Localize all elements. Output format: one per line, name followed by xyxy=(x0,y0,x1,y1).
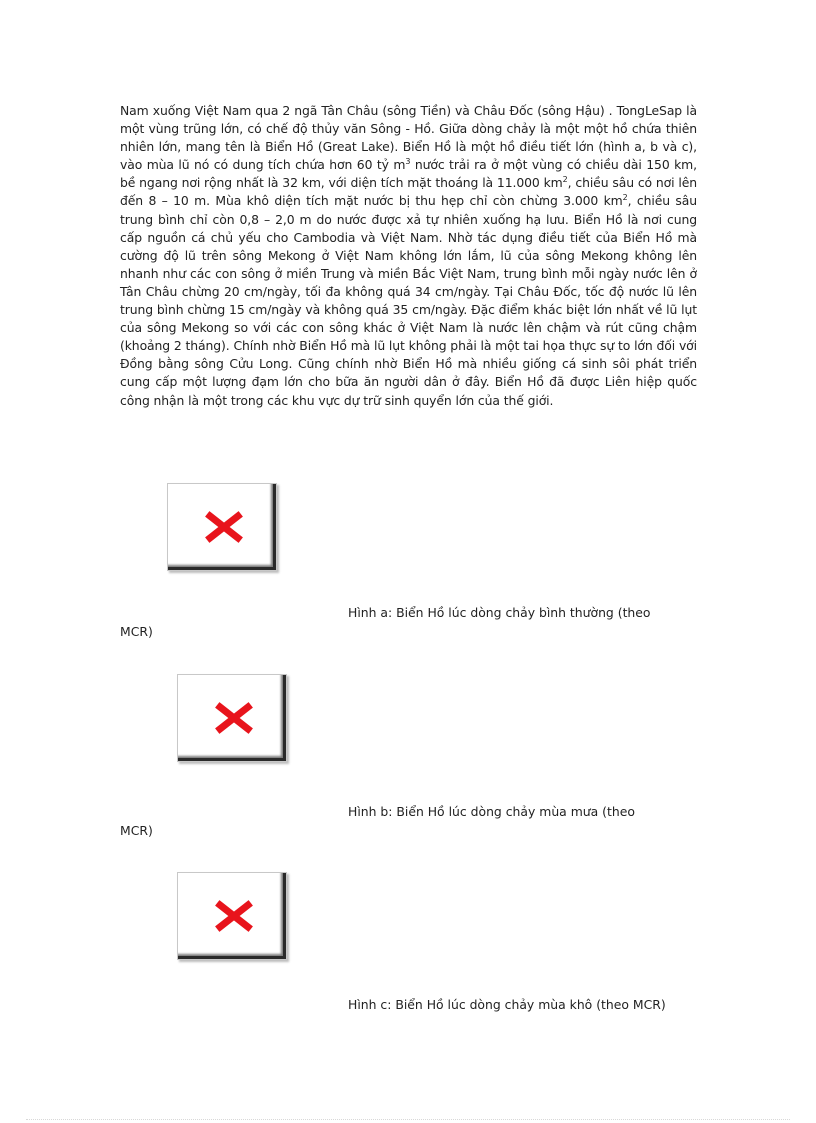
body-paragraph xyxy=(120,102,697,410)
broken-image-icon xyxy=(214,701,254,735)
figure-a-caption-lead: Hình a: Biển Hồ lúc dòng chảy bình thường (theo xyxy=(348,605,651,620)
superscript-square-1: 2 xyxy=(562,175,568,185)
paragraph-text-3: , chiều sâu có nơi lên đến 8 – 10 m. Mùa khô diện tích mặt nước bị thu hẹp chỉ còn chừng 3.000 km xyxy=(120,175,697,209)
figure-a-image xyxy=(167,483,277,571)
figure-c-image xyxy=(177,872,287,960)
paragraph-text-1: Nam xuống Việt Nam qua 2 ngã Tân Châu (sông Tiền) và Châu Đốc (sông Hậu) . TongLeSap là một vùng trũng lớn, có chế độ thủy văn Sông - Hồ. Giữa dòng chảy là một một hồ chứa thiên nhiên lớn, mang tên là Biển Hồ (Great Lake). Biển Hồ là một hồ điều tiết lớn (hình a, b và c), vào mùa lũ nó có dung tích chứa hơn 60 tỷ m xyxy=(120,103,697,173)
figure-b-image xyxy=(177,674,287,762)
figure-c-caption-lead: Hình c: Biển Hồ lúc dòng chảy mùa khô (theo MCR) xyxy=(348,997,666,1012)
page-bottom-divider xyxy=(26,1119,790,1120)
superscript-cubic: 3 xyxy=(405,157,411,167)
figure-b-caption-tail: MCR) xyxy=(120,823,153,838)
figure-b-caption-lead: Hình b: Biển Hồ lúc dòng chảy mùa mưa (theo xyxy=(348,804,635,819)
broken-image-icon xyxy=(214,899,254,933)
paragraph-text-4: , chiều sâu trung bình chỉ còn 0,8 – 2,0 m do nước được xả tự nhiên xuống hạ lưu. Biển Hồ là nơi cung cấp nguồn cá chủ yếu cho Cambodia và Việt Nam. Nhờ tác dụng điều tiết của Biển Hồ mà cường độ lũ trên sông Mekong ở Việt Nam không lớn lắm, lũ của sông Mekong không lên nhanh như các con sông ở miền Trung và miền Bắc Việt Nam, trung bình mỗi ngày nước lên ở Tân Châu chừng 20 cm/ngày, tối đa không quá 34 cm/ngày. Tại Châu Đốc, tốc độ nước lũ lên trung bình chừng 15 cm/ngày và không quá 35 cm/ngày. Đặc điểm khác biệt lớn nhất về lũ lụt của sông Mekong so với các con sông khác ở Việt Nam là nước lên chậm và rút cũng chậm (khoảng 2 tháng). Chính nhờ Biển Hồ mà lũ lụt không phải là một tai họa thực sự to lớn đối với Đồng bằng sông Cửu Long. Cũng chính nhờ Biển Hồ mà nhiều giống cá sinh sôi phát triển cung cấp một lượng đạm lớn cho bữa ăn người dân ở đây. Biển Hồ đã được Liên hiệp quốc công nhận là một trong các khu vực dự trữ sinh quyển lớn của thế giới. xyxy=(120,193,697,408)
figure-a-caption-tail: MCR) xyxy=(120,624,153,639)
superscript-square-2: 2 xyxy=(622,193,628,203)
broken-image-icon xyxy=(204,510,244,544)
paragraph-text-2: nước trải ra ở một vùng có chiều dài 150 km, bề ngang nơi rộng nhất là 32 km, với diện tích mặt thoáng là 11.000 km xyxy=(120,157,697,191)
